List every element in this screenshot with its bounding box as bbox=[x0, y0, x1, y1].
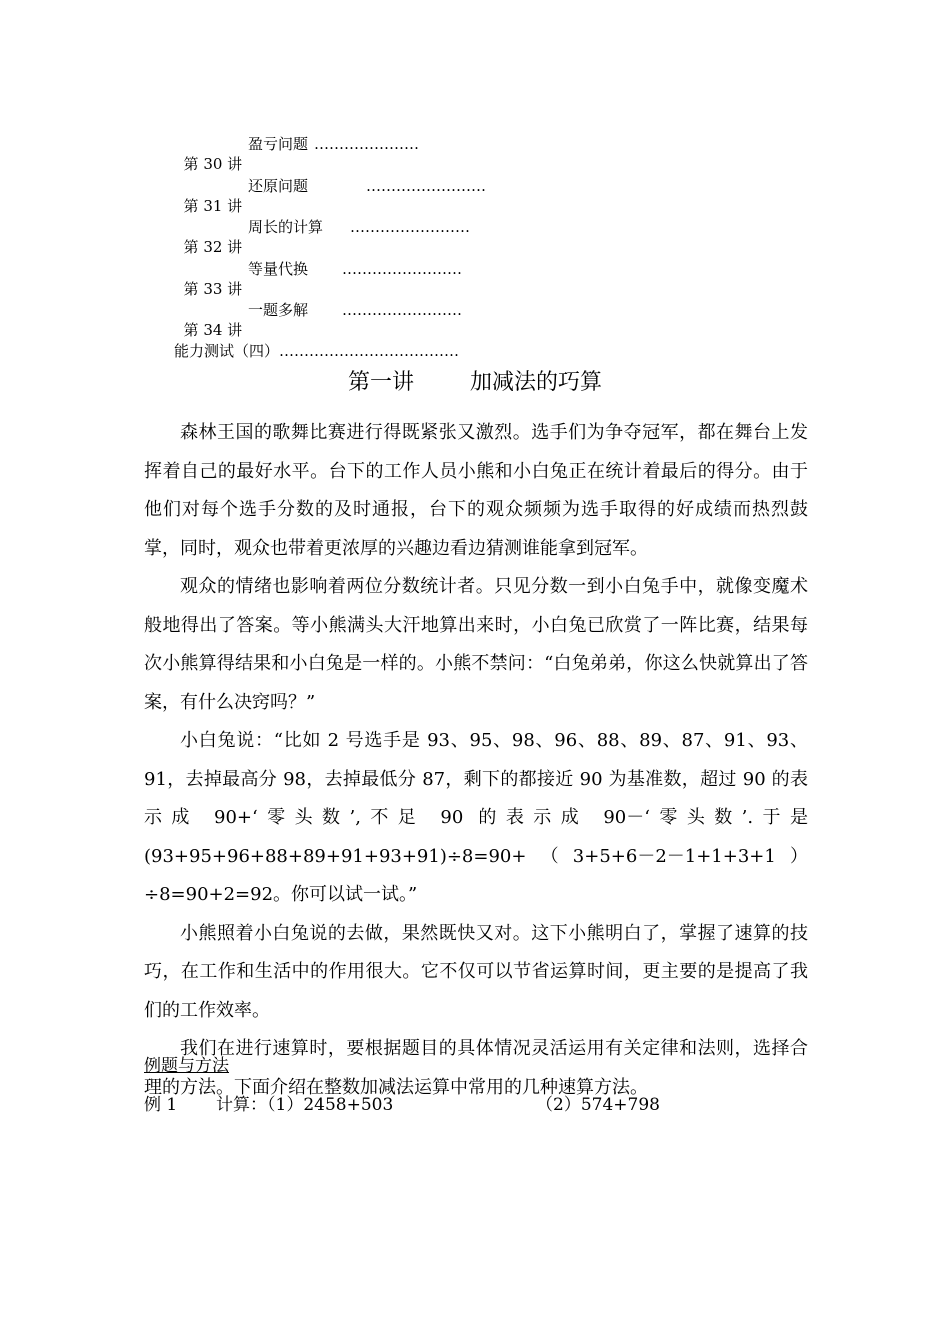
paragraph: 小熊照着小白兔说的去做，果然既快又对。这下小熊明白了，掌握了速算的技巧，在工作和生活中的作用很大。它不仅可以节省运算时间，更主要的是提高了我们的工作效率。 bbox=[144, 922, 808, 1021]
toc-title: 还原问题 bbox=[248, 177, 309, 195]
toc-number: 第 30 讲 bbox=[183, 155, 243, 173]
paragraph: 森林王国的歌舞比赛进行得既紧张又激烈。选手们为争夺冠军，都在舞台上发挥着自己的最好水平。台下的工作人员小熊和小白兔正在统计着最后的得分。由于他们对每个选手分数的及时通报，台下的观众频频为选手取得的好成绩而热烈鼓掌，同时，观众也带着更浓厚的兴趣边看边猜测谁能拿到冠军。 bbox=[144, 422, 808, 559]
chapter-title bbox=[0, 368, 950, 398]
chapter-name: 加减法的巧算 bbox=[470, 370, 603, 395]
toc-title: 等量代换 bbox=[248, 260, 309, 278]
toc-title: 盈亏问题 bbox=[248, 135, 309, 153]
example-label: 例 1 bbox=[144, 1095, 178, 1115]
toc-leader-dots: …………………… bbox=[342, 301, 462, 319]
toc-title: 周长的计算 bbox=[248, 218, 324, 236]
paragraph: 小白兔说：“比如 2 号选手是 93、95、98、96、88、89、87、91、93、91，去掉最高分 98，去掉最低分 87，剩下的都接近 90 为基准数，超过 90 的表示成 90+‘零头数’,不足 90 的表示成 90－‘零头数’.于是(93+95+96+88+89+91+93+91)÷8=90+（3+5+6－2－1+1+3+1）÷8=90+2=92。你可以试一试。” bbox=[144, 730, 808, 905]
toc-leader-dots: ………………… bbox=[314, 135, 419, 153]
paragraph: 观众的情绪也影响着两位分数统计者。只见分数一到小白兔手中，就像变魔术般地得出了答案。等小熊满头大汗地算出来时，小白兔已欣赏了一阵比赛，结果每次小熊算得结果和小白兔是一样的。小熊不禁问：“白兔弟弟，你这么快就算出了答案，有什么决窍吗？” bbox=[144, 576, 808, 713]
example-part-1: 计算：（1）2458+503 bbox=[216, 1095, 394, 1115]
example-1 bbox=[144, 1093, 660, 1189]
toc-number: 第 33 讲 bbox=[183, 280, 243, 298]
section-heading: 例题与方法 bbox=[144, 1056, 229, 1076]
toc-leader-dots: …………………… bbox=[366, 177, 486, 195]
toc-item-ability-test: 能力测试（四）……………………………… bbox=[174, 342, 460, 360]
chapter-number: 第一讲 bbox=[347, 370, 414, 395]
toc-leader-dots: …………………… bbox=[342, 260, 462, 278]
toc-number: 第 34 讲 bbox=[183, 321, 243, 339]
toc-number: 第 31 讲 bbox=[183, 197, 243, 215]
toc-number: 第 32 讲 bbox=[183, 238, 243, 256]
toc-title: 一题多解 bbox=[248, 301, 309, 319]
toc-leader-dots: …………………… bbox=[350, 218, 470, 236]
paragraph: 我们在进行速算时，要根据题目的具体情况灵活运用有关定律和法则，选择合理的方法。下面介绍在整数加减法运算中常用的几种速算方法。 bbox=[144, 1038, 808, 1098]
example-part-2: （2）574+798 bbox=[536, 1095, 660, 1115]
chapter-body bbox=[144, 414, 808, 1107]
